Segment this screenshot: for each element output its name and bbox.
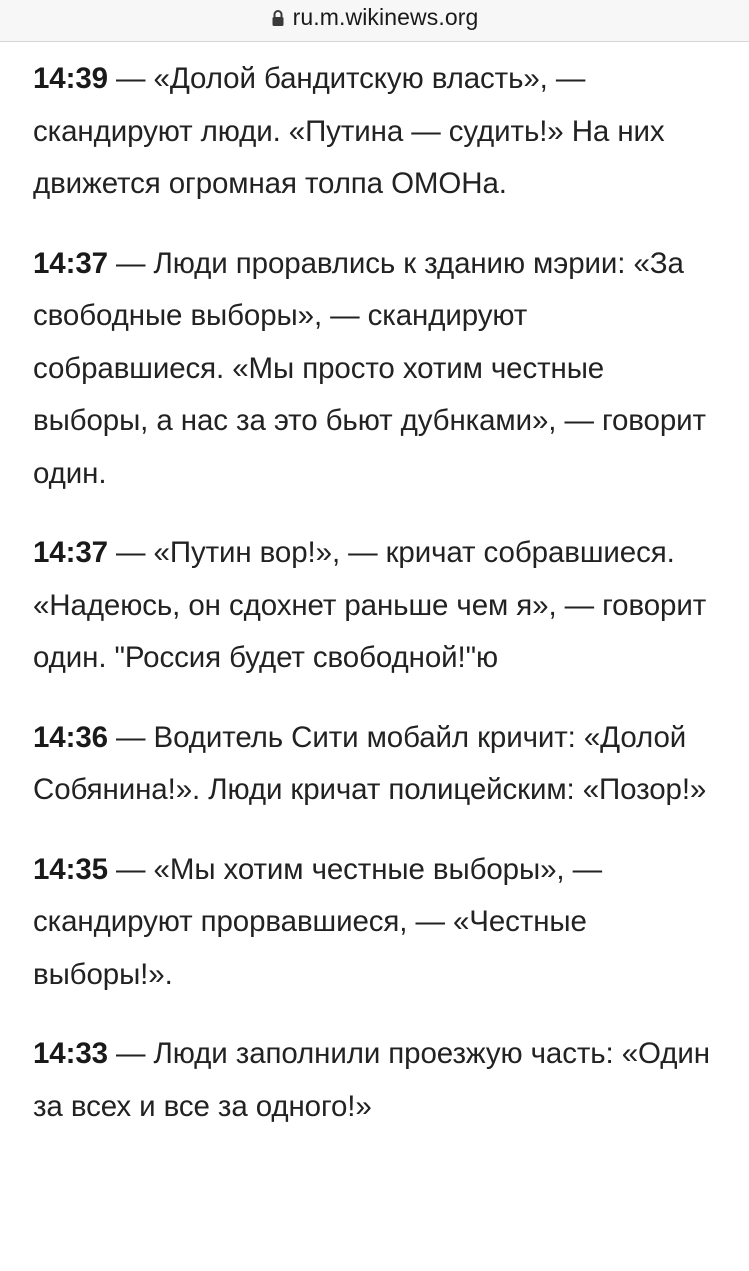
feed-entry [33, 53, 723, 211]
address-bar-content [271, 4, 479, 31]
address-bar[interactable] [0, 0, 749, 42]
feed-entry [33, 844, 723, 1002]
feed-entry [33, 712, 723, 817]
entry-time: 14:33 [33, 1037, 108, 1070]
entry-time: 14:37 [33, 536, 108, 569]
entry-time: 14:39 [33, 62, 108, 95]
entry-text: — Водитель Сити мобайл кричит: «Долой Собянина!». Люди кричат полицейским: «Позор!» [33, 720, 707, 806]
url-text: ru.m.wikinews.org [292, 4, 479, 30]
entry-time: 14:36 [33, 720, 108, 754]
entry-time: 14:35 [33, 852, 108, 886]
feed-entry [33, 238, 723, 501]
entry-text: — «Мы хотим честные выборы», — скандируют прорвавшиеся, — «Честные выборы!». [33, 852, 602, 991]
entry-text: — Люди проравлись к зданию мэрии: «За свободные выборы», — скандируют собравшиеся. «Мы просто хотим честные выборы, а нас за это бьют дубнками», — говорит один. [33, 246, 706, 490]
feed-entry [33, 1028, 723, 1133]
lock-icon [271, 9, 285, 27]
live-feed [33, 53, 723, 1160]
entry-text: — Люди заполнили проезжую часть: «Один за всех и все за одного!» [33, 1037, 710, 1123]
entry-text: — «Путин вор!», — кричат собравшиеся. «Надеюсь, он сдохнет раньше чем я», — говорит один. "Россия будет свободной!"ю [33, 536, 707, 674]
entry-time: 14:37 [33, 246, 108, 280]
entry-text: — «Долой бандитскую власть», — скандируют люди. «Путина — судить!» На них движется огромная толпа ОМОНа. [33, 62, 665, 200]
feed-entry [33, 527, 723, 685]
